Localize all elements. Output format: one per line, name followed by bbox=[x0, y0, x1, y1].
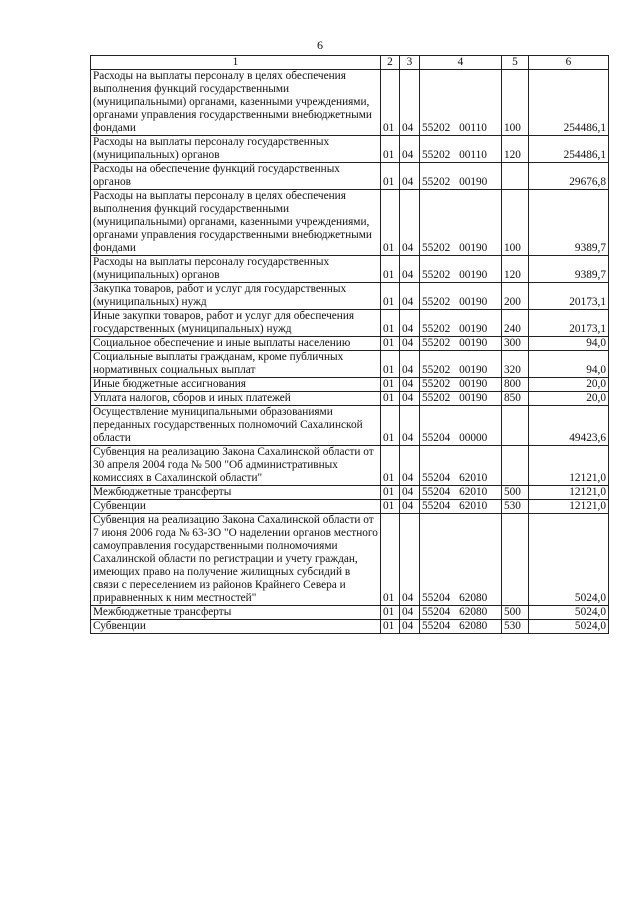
row-section-cell: 01 bbox=[381, 256, 400, 283]
row-expense-type-cell: 120 bbox=[502, 256, 529, 283]
row-subsection-cell: 04 bbox=[400, 392, 420, 406]
row-amount-cell: 12121,0 bbox=[529, 500, 609, 514]
table-row bbox=[91, 310, 609, 337]
table-row bbox=[91, 163, 609, 190]
row-expense-type-cell: 800 bbox=[502, 378, 529, 392]
row-amount-cell: 29676,8 bbox=[529, 163, 609, 190]
row-subsection-cell: 04 bbox=[400, 514, 420, 606]
table-row bbox=[91, 486, 609, 500]
row-amount-cell: 20,0 bbox=[529, 378, 609, 392]
row-name-cell: Субвенция на реализацию Закона Сахалинской области от 7 июня 2006 года № 63-ЗО "О наделении органов местного самоуправления государственными полномочиями Сахалинской области по регистрации и учету граждан, имеющих право на получение жилищных субсидий в связи с переселением из районов Крайнего Севера и приравненных к ним местностей" bbox=[91, 514, 381, 606]
row-name-cell: Расходы на обеспечение функций государственных органов bbox=[91, 163, 381, 190]
row-name-cell: Межбюджетные трансферты bbox=[91, 606, 381, 620]
table-row bbox=[91, 70, 609, 136]
table-row bbox=[91, 514, 609, 606]
row-expense-type-cell bbox=[502, 446, 529, 486]
row-section-cell: 01 bbox=[381, 486, 400, 500]
row-target-article-cell: 55202 00190 bbox=[420, 256, 502, 283]
row-amount-cell: 254486,1 bbox=[529, 136, 609, 163]
table-row bbox=[91, 446, 609, 486]
row-subsection-cell: 04 bbox=[400, 378, 420, 392]
row-expense-type-cell: 320 bbox=[502, 351, 529, 378]
budget-table bbox=[90, 55, 609, 634]
row-expense-type-cell: 100 bbox=[502, 190, 529, 256]
row-section-cell: 01 bbox=[381, 620, 400, 634]
row-amount-cell: 20173,1 bbox=[529, 310, 609, 337]
row-section-cell: 01 bbox=[381, 337, 400, 351]
row-section-cell: 01 bbox=[381, 163, 400, 190]
table-body bbox=[91, 70, 609, 634]
row-subsection-cell: 04 bbox=[400, 310, 420, 337]
row-section-cell: 01 bbox=[381, 606, 400, 620]
row-section-cell: 01 bbox=[381, 283, 400, 310]
row-expense-type-cell: 500 bbox=[502, 486, 529, 500]
row-section-cell: 01 bbox=[381, 514, 400, 606]
row-target-article-cell: 55202 00190 bbox=[420, 190, 502, 256]
header-cell-name: 1 bbox=[91, 56, 381, 70]
header-cell-vr: 5 bbox=[502, 56, 529, 70]
row-target-article-cell: 55202 00110 bbox=[420, 136, 502, 163]
row-expense-type-cell: 120 bbox=[502, 136, 529, 163]
row-subsection-cell: 04 bbox=[400, 283, 420, 310]
table-row bbox=[91, 256, 609, 283]
row-amount-cell: 9389,7 bbox=[529, 190, 609, 256]
row-subsection-cell: 04 bbox=[400, 190, 420, 256]
row-amount-cell: 5024,0 bbox=[529, 606, 609, 620]
row-name-cell: Иные закупки товаров, работ и услуг для обеспечения государственных (муниципальных) нужд bbox=[91, 310, 381, 337]
row-subsection-cell: 04 bbox=[400, 446, 420, 486]
table-row bbox=[91, 283, 609, 310]
row-subsection-cell: 04 bbox=[400, 163, 420, 190]
row-section-cell: 01 bbox=[381, 392, 400, 406]
row-name-cell: Социальное обеспечение и иные выплаты населению bbox=[91, 337, 381, 351]
row-expense-type-cell bbox=[502, 406, 529, 446]
row-expense-type-cell: 300 bbox=[502, 337, 529, 351]
row-subsection-cell: 04 bbox=[400, 620, 420, 634]
row-target-article-cell: 55204 62010 bbox=[420, 446, 502, 486]
row-expense-type-cell bbox=[502, 514, 529, 606]
row-subsection-cell: 04 bbox=[400, 606, 420, 620]
row-target-article-cell: 55204 00000 bbox=[420, 406, 502, 446]
row-section-cell: 01 bbox=[381, 136, 400, 163]
row-subsection-cell: 04 bbox=[400, 70, 420, 136]
table-row bbox=[91, 620, 609, 634]
row-amount-cell: 20173,1 bbox=[529, 283, 609, 310]
row-subsection-cell: 04 bbox=[400, 256, 420, 283]
row-expense-type-cell: 530 bbox=[502, 500, 529, 514]
table-row bbox=[91, 406, 609, 446]
page-number: 6 bbox=[317, 38, 323, 52]
row-target-article-cell: 55202 00190 bbox=[420, 163, 502, 190]
row-amount-cell: 9389,7 bbox=[529, 256, 609, 283]
row-target-article-cell: 55202 00190 bbox=[420, 337, 502, 351]
row-subsection-cell: 04 bbox=[400, 136, 420, 163]
row-target-article-cell: 55204 62080 bbox=[420, 606, 502, 620]
table-row bbox=[91, 351, 609, 378]
table-row bbox=[91, 606, 609, 620]
table-row bbox=[91, 337, 609, 351]
row-amount-cell: 12121,0 bbox=[529, 446, 609, 486]
row-subsection-cell: 04 bbox=[400, 351, 420, 378]
row-name-cell: Субвенция на реализацию Закона Сахалинской области от 30 апреля 2004 года № 500 "Об административных комиссиях в Сахалинской области" bbox=[91, 446, 381, 486]
row-expense-type-cell bbox=[502, 163, 529, 190]
row-amount-cell: 5024,0 bbox=[529, 620, 609, 634]
row-name-cell: Закупка товаров, работ и услуг для государственных (муниципальных) нужд bbox=[91, 283, 381, 310]
row-section-cell: 01 bbox=[381, 190, 400, 256]
header-cell-pr: 3 bbox=[400, 56, 420, 70]
row-amount-cell: 94,0 bbox=[529, 351, 609, 378]
row-expense-type-cell: 530 bbox=[502, 620, 529, 634]
row-subsection-cell: 04 bbox=[400, 500, 420, 514]
row-section-cell: 01 bbox=[381, 310, 400, 337]
row-expense-type-cell: 500 bbox=[502, 606, 529, 620]
row-amount-cell: 20,0 bbox=[529, 392, 609, 406]
row-name-cell: Уплата налогов, сборов и иных платежей bbox=[91, 392, 381, 406]
row-subsection-cell: 04 bbox=[400, 406, 420, 446]
table-row bbox=[91, 136, 609, 163]
row-target-article-cell: 55204 62080 bbox=[420, 514, 502, 606]
row-target-article-cell: 55202 00110 bbox=[420, 70, 502, 136]
row-name-cell: Субвенции bbox=[91, 500, 381, 514]
row-expense-type-cell: 200 bbox=[502, 283, 529, 310]
row-section-cell: 01 bbox=[381, 406, 400, 446]
row-expense-type-cell: 850 bbox=[502, 392, 529, 406]
row-target-article-cell: 55204 62010 bbox=[420, 486, 502, 500]
row-section-cell: 01 bbox=[381, 378, 400, 392]
row-amount-cell: 5024,0 bbox=[529, 514, 609, 606]
row-section-cell: 01 bbox=[381, 446, 400, 486]
row-section-cell: 01 bbox=[381, 500, 400, 514]
table-row bbox=[91, 190, 609, 256]
table-row bbox=[91, 500, 609, 514]
row-name-cell: Расходы на выплаты персоналу государственных (муниципальных) органов bbox=[91, 136, 381, 163]
table-header-row bbox=[91, 56, 609, 70]
table-row bbox=[91, 392, 609, 406]
row-target-article-cell: 55202 00190 bbox=[420, 310, 502, 337]
row-target-article-cell: 55202 00190 bbox=[420, 392, 502, 406]
header-cell-sum: 6 bbox=[529, 56, 609, 70]
row-name-cell: Социальные выплаты гражданам, кроме публичных нормативных социальных выплат bbox=[91, 351, 381, 378]
header-cell-csr: 4 bbox=[420, 56, 502, 70]
table-row bbox=[91, 378, 609, 392]
row-section-cell: 01 bbox=[381, 351, 400, 378]
row-name-cell: Иные бюджетные ассигнования bbox=[91, 378, 381, 392]
row-name-cell: Расходы на выплаты персоналу в целях обеспечения выполнения функций государственными (муниципальными) органами, казенными учреждениями, органами управления государственными внебюджетными фондами bbox=[91, 70, 381, 136]
row-target-article-cell: 55202 00190 bbox=[420, 378, 502, 392]
row-target-article-cell: 55204 62010 bbox=[420, 500, 502, 514]
row-name-cell: Осуществление муниципальными образованиями переданных государственных полномочий Сахалинской области bbox=[91, 406, 381, 446]
row-target-article-cell: 55202 00190 bbox=[420, 351, 502, 378]
row-section-cell: 01 bbox=[381, 70, 400, 136]
row-name-cell: Межбюджетные трансферты bbox=[91, 486, 381, 500]
row-subsection-cell: 04 bbox=[400, 486, 420, 500]
row-amount-cell: 254486,1 bbox=[529, 70, 609, 136]
header-cell-rz: 2 bbox=[381, 56, 400, 70]
row-name-cell: Расходы на выплаты персоналу государственных (муниципальных) органов bbox=[91, 256, 381, 283]
row-target-article-cell: 55202 00190 bbox=[420, 283, 502, 310]
row-name-cell: Субвенции bbox=[91, 620, 381, 634]
row-expense-type-cell: 100 bbox=[502, 70, 529, 136]
row-name-cell: Расходы на выплаты персоналу в целях обеспечения выполнения функций государственными (муниципальными) органами, казенными учреждениями, органами управления государственными внебюджетными фондами bbox=[91, 190, 381, 256]
row-target-article-cell: 55204 62080 bbox=[420, 620, 502, 634]
row-subsection-cell: 04 bbox=[400, 337, 420, 351]
row-expense-type-cell: 240 bbox=[502, 310, 529, 337]
row-amount-cell: 94,0 bbox=[529, 337, 609, 351]
row-amount-cell: 49423,6 bbox=[529, 406, 609, 446]
row-amount-cell: 12121,0 bbox=[529, 486, 609, 500]
